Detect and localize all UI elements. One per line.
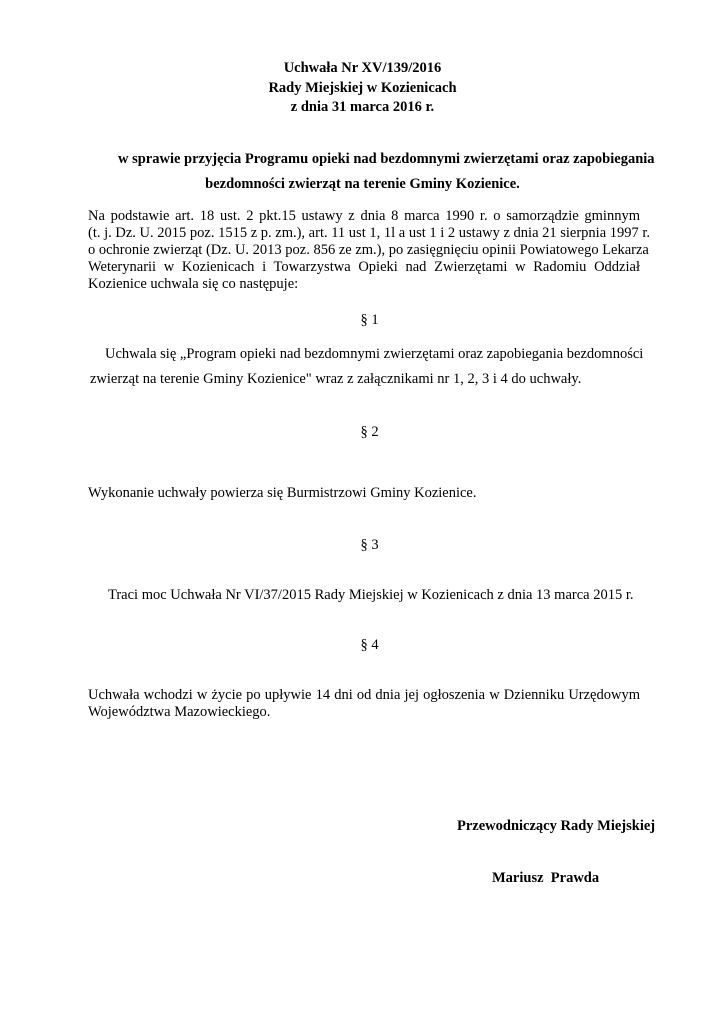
section-3-mark: § 3 <box>360 537 379 553</box>
section-2-mark: § 2 <box>360 424 379 440</box>
section-4-line: Województwa Mazowieckiego. <box>88 704 271 720</box>
preamble-line: Weterynarii w Kozienicach i Towarzystwa Opieki nad Zwierzętami w Radomiu Oddział <box>88 259 640 275</box>
section-3-text: Traci moc Uchwała Nr VI/37/2015 Rady Miejskiej w Kozienicach z dnia 13 marca 2015 r. <box>108 587 634 603</box>
section-4-text <box>88 687 640 721</box>
preamble-line: (t. j. Dz. U. 2015 poz. 1515 z p. zm.), art. 11 ust 1, 1l a ust 1 i 2 ustawy z dnia 21 sierpnia 1997 r. <box>88 225 651 241</box>
preamble-line: Na podstawie art. 18 ust. 2 pkt.15 ustawy z dnia 8 marca 1990 r. o samorządzie gminnym <box>88 208 640 224</box>
preamble-line: Kozienice uchwala się co następuje: <box>88 276 299 292</box>
section-4-mark: § 4 <box>360 637 379 653</box>
preamble-line: o ochronie zwierząt (Dz. U. 2013 poz. 856 ze zm.), po zasięgnięciu opinii Powiatowego Lekarza <box>88 242 649 258</box>
section-2-text: Wykonanie uchwały powierza się Burmistrzowi Gminy Kozienice. <box>88 485 477 501</box>
signature-name: Mariusz Prawda <box>492 870 600 886</box>
section-1-line-2: zwierząt na terenie Gminy Kozienice" wraz z załącznikami nr 1, 2, 3 i 4 do uchwały. <box>90 371 582 387</box>
signature-title: Przewodniczący Rady Miejskiej <box>457 818 656 834</box>
section-1-line-1: Uchwala się „Program opieki nad bezdomnymi zwierzętami oraz zapobiegania bezdomności <box>105 346 644 362</box>
council-name: Rady Miejskiej w Kozienicach <box>268 80 457 96</box>
section-1-mark: § 1 <box>360 312 379 328</box>
resolution-date: z dnia 31 marca 2016 r. <box>290 99 435 115</box>
subject-line-1: w sprawie przyjęcia Programu opieki nad bezdomnymi zwierzętami oraz zapobiegania <box>118 151 655 167</box>
preamble <box>88 208 651 293</box>
subject-line-2: bezdomności zwierząt na terenie Gminy Kozienice. <box>205 176 520 192</box>
section-4-line: Uchwała wchodzi w życie po upływie 14 dni od dnia jej ogłoszenia w Dzienniku Urzędowym <box>88 687 640 703</box>
resolution-number: Uchwała Nr XV/139/2016 <box>283 60 442 76</box>
